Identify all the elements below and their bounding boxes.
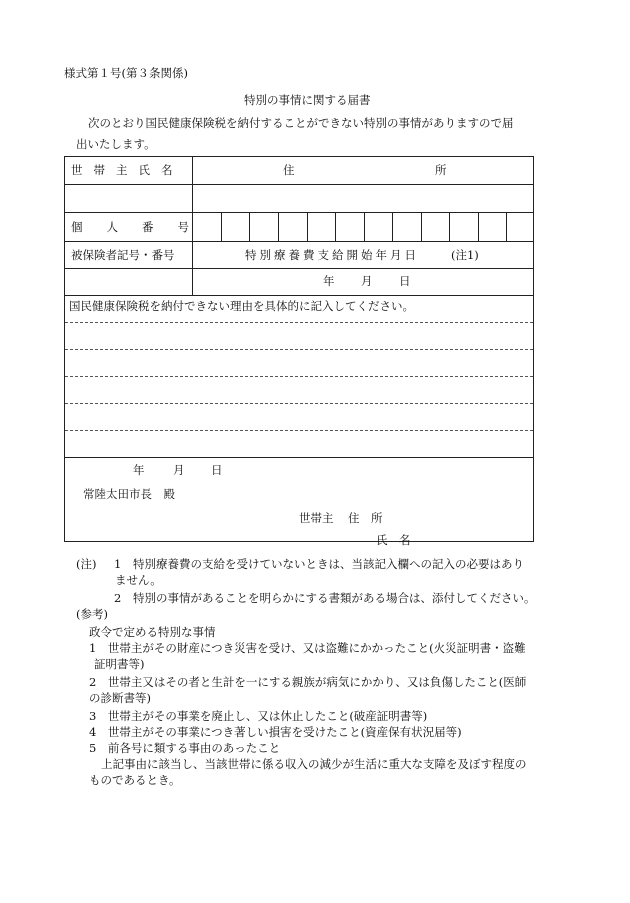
note-1-line-2: ません。	[115, 573, 162, 587]
reference-item-2-line-1: 2 世帯主又はその者と生計を一にする親族が病気にかかり、又は負傷したこと(医師	[89, 675, 527, 689]
reference-item-1-line-1: 1 世帯主がその財産につき災害を受け、又は盗難にかかったこと(火災証明書・盗難	[89, 641, 526, 655]
reference-item-2-line-2: の診断書等)	[89, 691, 151, 705]
reason-field[interactable]	[65, 323, 533, 457]
address-field[interactable]	[193, 185, 533, 212]
reference-item-1-line-2: 証明書等)	[94, 657, 145, 671]
note-ref: (注1)	[451, 248, 479, 262]
reference-closing-line-2: ものであるとき。	[89, 773, 181, 787]
householder-label: 世帯主	[299, 511, 334, 525]
intro-line-1: 次のとおり国民健康保険税を納付することができない特別の事情がありますので届	[88, 116, 514, 130]
insured-symbol-label: 被保険者記号・番号	[71, 248, 175, 262]
householder-name-field[interactable]	[65, 185, 192, 212]
address-label-1: 住	[283, 163, 295, 177]
form-table	[64, 156, 534, 547]
date-month: 月	[361, 274, 373, 288]
special-care-start-label: 特別療養費支給開始年月日	[245, 248, 419, 262]
reference-item-4: 4 世帯主がその事業につき著しい損害を受けたこと(資産保有状況届等)	[89, 725, 462, 739]
note-1-line-1: 特別療養費の支給を受けていないときは、当該記入欄への記入の必要はあり	[133, 557, 524, 571]
note-1-number: 1	[114, 557, 122, 571]
date-year: 年	[323, 274, 335, 288]
notes-label: (注)	[76, 557, 97, 571]
sign-month: 月	[173, 463, 185, 477]
note-2-number: 2	[114, 591, 122, 605]
form-number: 様式第１号(第３条関係)	[64, 66, 188, 80]
individual-number-field[interactable]	[193, 213, 533, 241]
sign-year: 年	[133, 463, 145, 477]
reference-closing-line-1: 上記事由に該当し、当該世帯に係る収入の減少が生活に重大な支障を及ぼす程度の	[101, 757, 527, 771]
sign-address-label: 住 所	[348, 511, 383, 525]
individual-number-label: 個人番号	[71, 220, 213, 234]
householder-name-label: 世帯主氏名	[71, 163, 184, 177]
reference-label: (参考)	[76, 607, 108, 621]
sign-name-label: 氏 名	[376, 533, 411, 547]
note-2-line-1: 特別の事情があることを明らかにする書類がある場合は、添付してください。	[133, 591, 536, 605]
intro-line-2: 出いたします。	[76, 137, 156, 151]
reference-item-5: 5 前各号に類する事由のあったこと	[89, 741, 281, 755]
reference-item-3: 3 世帯主がその事業を廃止し、又は休止したこと(破産証明書等)	[89, 709, 428, 723]
addressee: 常陸太田市長 殿	[83, 487, 175, 501]
reference-heading: 政令で定める特別な事情	[89, 625, 216, 639]
page-title: 特別の事情に関する届書	[244, 93, 371, 107]
reason-prompt: 国民健康保険税を納付できない理由を具体的に記入してください。	[69, 299, 414, 313]
date-day: 日	[399, 274, 411, 288]
address-label-2: 所	[435, 163, 447, 177]
insured-symbol-field[interactable]	[65, 269, 192, 295]
sign-day: 日	[211, 463, 223, 477]
